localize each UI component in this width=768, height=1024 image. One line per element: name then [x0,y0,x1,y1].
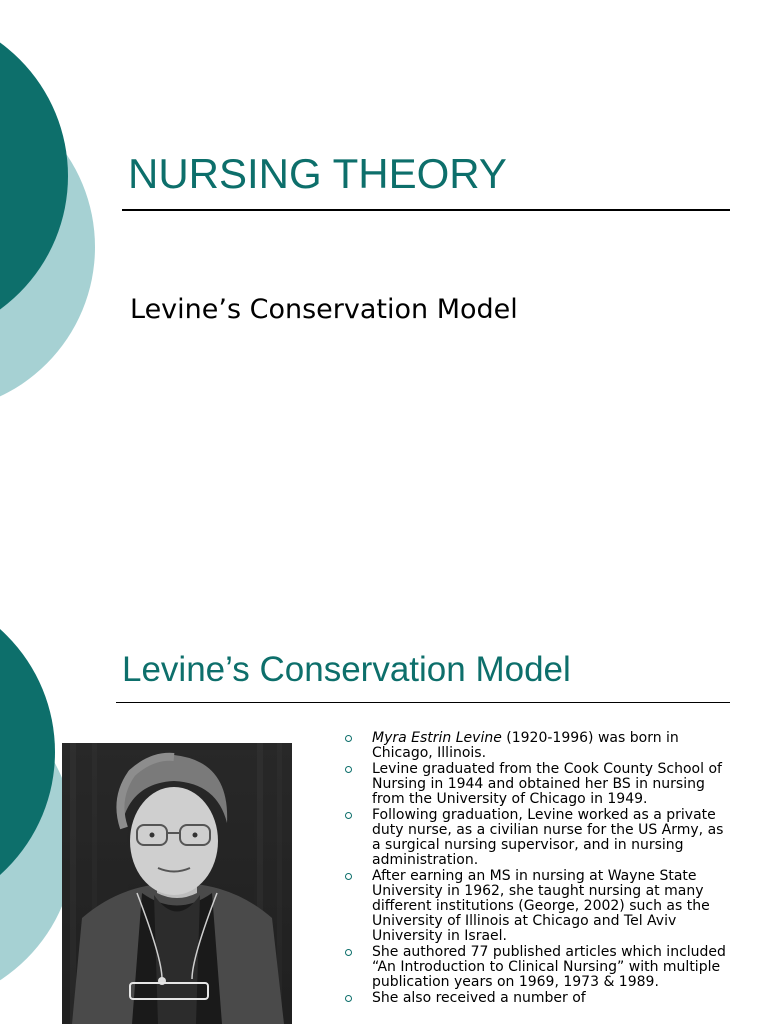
bullet-text: Following graduation, Levine worked as a private duty nurse, as a civilian nurse for the US Army, as a surgical nursing supervisor, and in nursing administration. [372,807,724,868]
bullet-lead: Myra Estrin Levine [372,730,502,746]
list-item [340,991,730,1006]
title-divider [122,209,730,211]
bullet-text: She also received a number of [372,990,586,1006]
portrait-photo [62,743,292,1024]
bullet-icon [345,949,352,956]
list-item [340,945,730,990]
portrait-illustration [62,743,292,1024]
bullet-icon [345,812,352,819]
list-item [340,808,730,868]
bullet-text: Levine graduated from the Cook County School of Nursing in 1944 and obtained her BS in nursing from the University of Chicago in 1949. [372,761,722,807]
title-divider [116,702,730,703]
slide-2 [0,512,768,1024]
bullet-icon [345,766,352,773]
bullet-text: (1920-1996) was born in Chicago, Illinois. [372,730,679,761]
slide-subtitle: Levine’s Conservation Model [130,294,518,325]
bullet-text: After earning an MS in nursing at Wayne State University in 1962, she taught nursing at many different institutions (George, 2002) such as the University of Illinois at Chicago and Tel Aviv University in Israel. [372,868,710,944]
bullet-list [340,731,730,1007]
list-item [340,762,730,807]
bullet-icon [345,735,352,742]
bullet-icon [345,873,352,880]
bullet-text: She authored 77 published articles which included “An Introduction to Clinical Nursing” with multiple publication years on 1969, 1973 & 1989. [372,944,726,990]
slide-title: Levine’s Conservation Model [122,650,571,689]
bullet-icon [345,995,352,1002]
slide-title: NURSING THEORY [128,150,507,197]
list-item [340,869,730,944]
list-item [340,731,730,761]
